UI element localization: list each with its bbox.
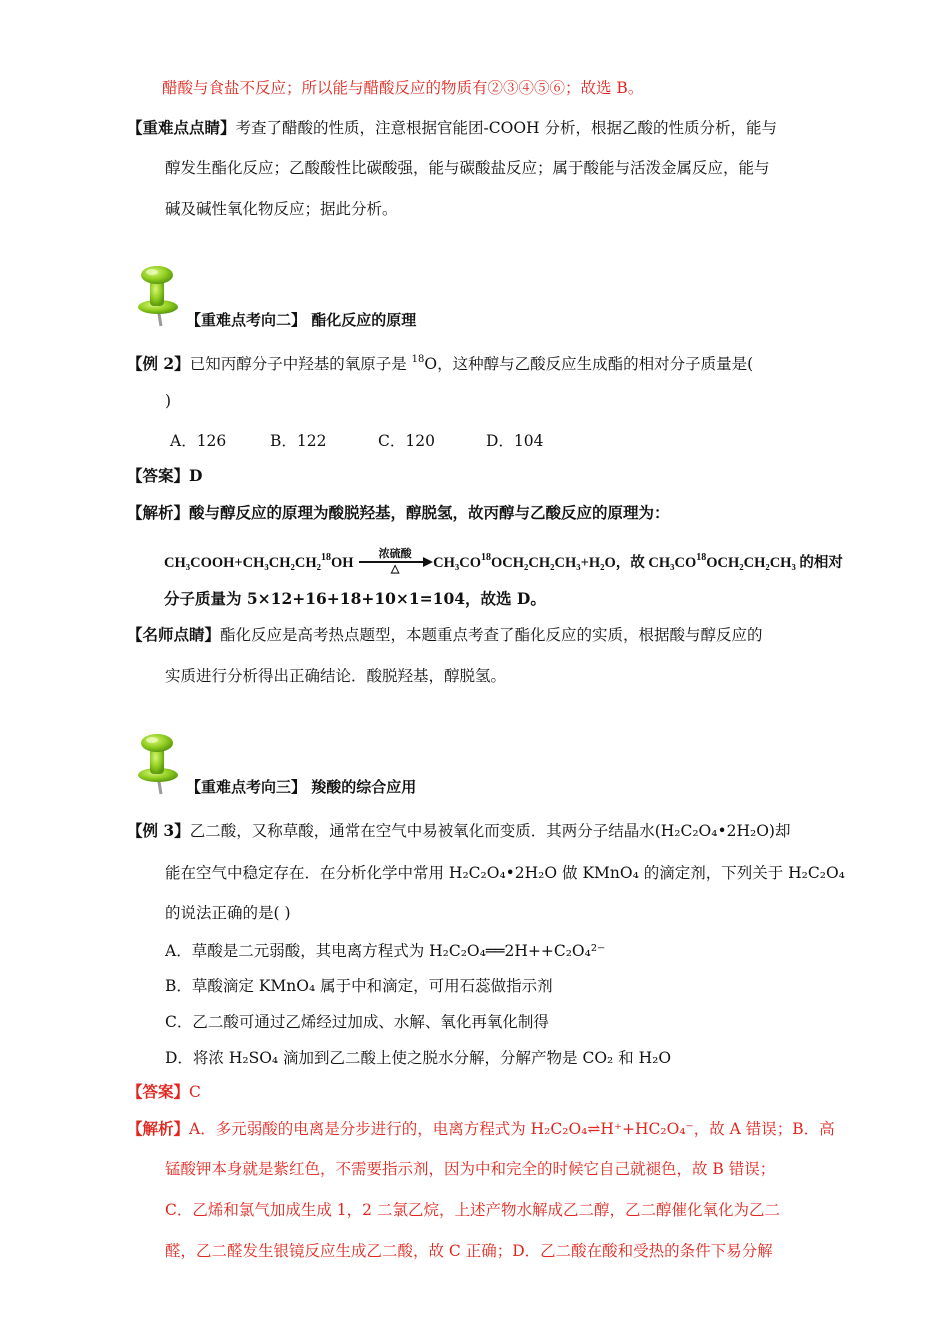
tip1-line3: 碱及碱性氧化物反应；据此分析。 xyxy=(165,200,398,218)
ex2-tip1: 酯化反应是高考热点题型，本题重点考查了酯化反应的实质，根据酸与醇反应的 xyxy=(220,626,763,644)
ex2-analysis3: 分子质量为 5×12+16+18+10×1=104，故选 D。 xyxy=(164,589,546,608)
top-line: 醋酸与食盐不反应；所以能与醋酸反应的物质有②③④⑤⑥；故选 B。 xyxy=(162,79,644,97)
ex2-tip2: 实质进行分析得出正确结论．酸脱羟基，醇脱氢。 xyxy=(165,667,507,685)
eq-left2: OH xyxy=(330,555,354,571)
ex3-a4: 醛，乙二醛发生银镜反应生成乙二酸，故 C 正确；D．乙二酸在酸和受热的条件下易分解 xyxy=(165,1242,773,1260)
arrow-condition: 浓硫酸 xyxy=(378,547,412,560)
tip1-tag: 【重难点点睛】 xyxy=(127,118,236,137)
ex2-question xyxy=(127,352,753,374)
pushpin-icon xyxy=(128,262,188,332)
ex3-answer xyxy=(127,1080,201,1102)
tip1-paragraph xyxy=(127,116,777,138)
eq-right1: CH₃CO xyxy=(433,555,482,571)
ex3-line1: 乙二酸，又称草酸，通常在空气中易被氧化而变质．其两分子结晶水(H₂C₂O₄•2H₂O)却 xyxy=(189,822,791,840)
tip1-line1: 考查了醋酸的性质，注意根据官能团-COOH 分析，根据乙酸的性质分析，能与 xyxy=(235,119,777,137)
ex3-a3: C．乙烯和氯气加成生成 1，2 二氯乙烷，上述产物水解成乙二醇，乙二醇催化氧化为乙二 xyxy=(165,1201,780,1219)
ex3-analysis-tag: 【解析】 xyxy=(127,1119,190,1138)
ex2-analysis1: 酸与醇反应的原理为酸脱羟基，醇脱氢，故丙醇与乙酸反应的原理为： xyxy=(189,503,670,522)
ex3-tag: 【例 3】 xyxy=(127,821,190,840)
ex2-tag: 【例 2】 xyxy=(127,354,190,373)
ex3-analysis xyxy=(127,1117,835,1139)
ex2-answer xyxy=(127,464,202,486)
ex3-question xyxy=(127,819,790,841)
ex2-option-a: A．126 xyxy=(170,432,227,450)
ex3-option-c: C．乙二酸可通过乙烯经过加成、水解、氧化再氧化制得 xyxy=(165,1013,549,1031)
ex2-analysis xyxy=(127,501,670,523)
ex2-option-c: C．120 xyxy=(378,432,435,450)
ex2-line1sup: 18 xyxy=(411,354,425,365)
eq-right3: OCH₂CH₂CH₃ 的相对 xyxy=(706,555,843,571)
tip1-line2: 醇发生酯化反应；乙酸酸性比碳酸强，能与碳酸盐反应；属于酸能与活泼金属反应，能与 xyxy=(165,159,770,177)
ex2-answer-tag: 【答案】 xyxy=(127,466,190,485)
ex3-a2: 锰酸钾本身就是紫红色，不需要指示剂，因为中和完全的时候它自己就褪色，故 B 错误； xyxy=(165,1160,776,1178)
ex2-tip xyxy=(127,623,763,645)
ex2-line1b: O，这种醇与乙酸反应生成酯的相对分子质量是( xyxy=(424,355,754,373)
ex2-answer-value: D xyxy=(189,466,203,485)
ex2-line1a: 已知丙醇分子中羟基的氧原子是 xyxy=(189,355,412,373)
ex2-tip-tag: 【名师点睛】 xyxy=(127,625,221,644)
ex3-answer-tag: 【答案】 xyxy=(127,1082,190,1101)
ex2-analysis-tag: 【解析】 xyxy=(127,503,190,522)
section3-heading: 【重难点考向三】 羧酸的综合应用 xyxy=(186,778,417,796)
ex3-answer-value: C xyxy=(189,1083,201,1101)
ex2-line2: ) xyxy=(165,392,172,410)
eq-left: CH₃COOH+CH₃CH₂CH₂ xyxy=(164,555,321,571)
eq-sup: 18 xyxy=(320,552,331,563)
ex3-a1: A．多元弱酸的电离是分步进行的，电离方程式为 H₂C₂O₄⇌H⁺+HC₂O₄⁻，故 A 错误；B．高 xyxy=(189,1120,835,1138)
ex2-option-d: D．104 xyxy=(486,432,544,450)
ex2-option-b: B．122 xyxy=(270,432,327,450)
ex3-option-d: D．将浓 H₂SO₄ 滴加到乙二酸上使之脱水分解，分解产物是 CO₂ 和 H₂O xyxy=(165,1049,672,1067)
eq-right-sup2: 18 xyxy=(696,552,707,563)
eq-right-sup: 18 xyxy=(481,552,492,563)
arrow-heat: △ xyxy=(390,563,400,575)
reaction-arrow xyxy=(357,549,433,573)
eq-right2: OCH₂CH₂CH₃+H₂O，故 CH₃CO xyxy=(491,555,697,571)
ex3-option-a: A．草酸是二元弱酸，其电离方程式为 H₂C₂O₄══2H++C₂O₄²⁻ xyxy=(165,942,606,960)
pushpin-icon xyxy=(128,730,188,800)
ex2-equation xyxy=(164,549,843,573)
section2-heading: 【重难点考向二】 酯化反应的原理 xyxy=(186,311,417,329)
ex3-line2: 能在空气中稳定存在．在分析化学中常用 H₂C₂O₄•2H₂O 做 KMnO₄ 的滴定剂，下列关于 H₂C₂O₄ xyxy=(165,864,845,882)
ex3-line3: 的说法正确的是( ) xyxy=(165,904,291,922)
ex3-option-b: B．草酸滴定 KMnO₄ 属于中和滴定，可用石蕊做指示剂 xyxy=(165,977,553,995)
